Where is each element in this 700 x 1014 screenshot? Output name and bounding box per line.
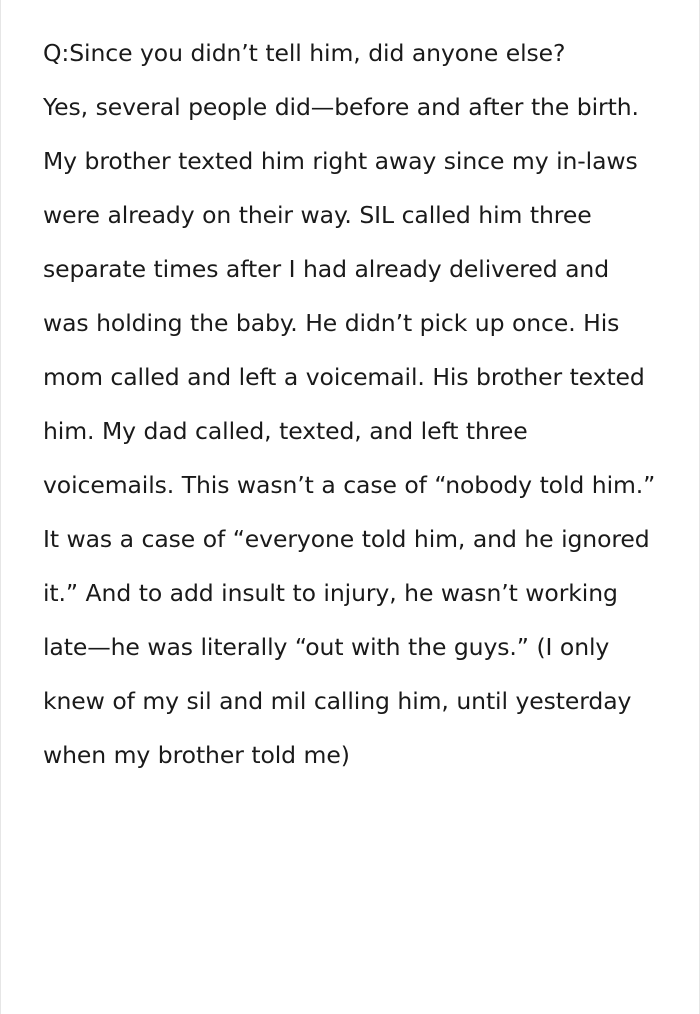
- question-text: Q:Since you didn’t tell him, did anyone else?: [43, 39, 566, 67]
- qa-block: [43, 26, 657, 782]
- answer-text: Yes, several people did—before and after the birth. My brother texted him right away since my in-laws were already on their way. SIL called him three separate times after I had already delivered and was holding the baby. He didn’t pick up once. His mom called and left a voicemail. His brother texted him. My dad called, texted, and left three voicemails. This wasn’t a case of “nobody told him.” It was a case of “everyone told him, and he ignored it.” And to add insult to injury, he wasn’t working late—he was literally “out with the guys.” (I only knew of my sil and mil calling him, until yesterday when my brother told me): [43, 93, 656, 769]
